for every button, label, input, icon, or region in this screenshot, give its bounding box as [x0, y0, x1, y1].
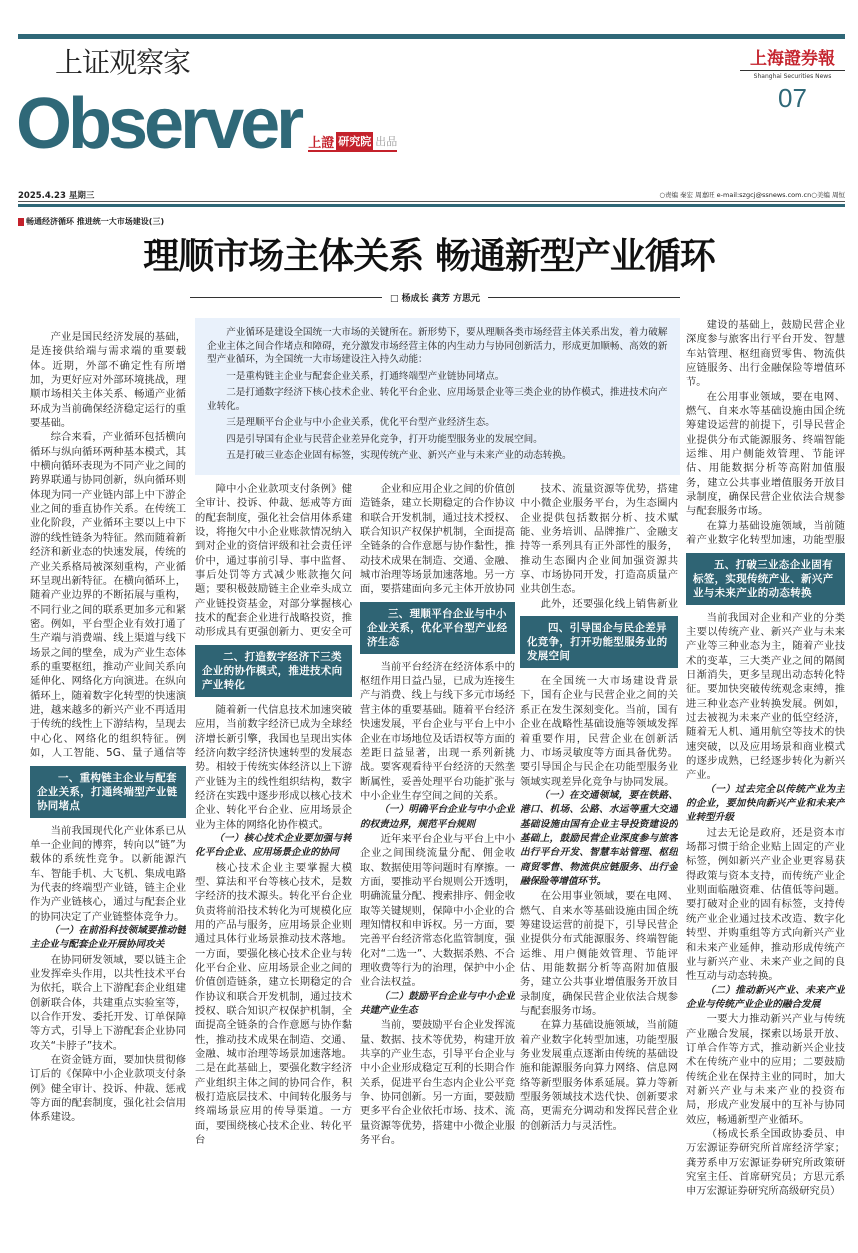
paragraph: （杨成长系全国政协委员、申万宏源证券研究所首席经济学家；龚芳系申万宏源证券研究所政策研究室主任、首席研究员；方思元系申万宏源证券研究所高级研究员） [686, 1127, 845, 1198]
headline: 理顺市场主体关系 畅通新型产业循环 [143, 235, 715, 277]
section-heading-1: 一、重构链主企业与配套企业关系，打通终端型产业链协同堵点 [30, 766, 186, 818]
summary-item: 二是打通数字经济下核心技术企业、转化平台企业、应用场景企业等三类企业的协作模式，推进技术向产业转化。 [207, 387, 668, 412]
producer-suffix: 出品 [375, 135, 398, 148]
paragraph: 一要大力推动新兴产业与传统产业融合发展，探索以场景开放、订单合作等方式，推动新兴企业技术在传统产业中的应用；二要鼓励传统企业在保持主业的同时，加大对新兴产业与未来产业的投资布局，形成产业发展中的互补与协同效应，畅通新型产业循环。 [686, 1013, 845, 1126]
paragraph: 当前我国对企业和产业的分类主要以传统产业、新兴产业与未来产业等三种业态为主，随着产业技术的变革，三大类产业之间的隔阂日渐消失，更多呈现出动态转化特征。要加快突破传统观念束缚，推进三种业态产业转换发展。例如，过去被视为未来产业的低空经济，随着无人机、通用航空等技术的快速突破，以及应用场景和商业模式的逐步成熟，已经逐步转化为新兴产业。 [686, 611, 845, 782]
column-1 [30, 330, 186, 1225]
paragraph: 当前平台经济在经济体系中的枢纽作用日益凸显，已成为连接生产与消费、线上与线下多元市场经营主体的重要基础。随着平台经济快速发展，平台企业与平台上中小企业在市场地位及话语权等方面的差距日益显著，出现一系列新挑战。要客观看待平台经济的天然垄断属性，妥善处理平台功能扩张与中小企业生存空间之间的关系。 [360, 660, 515, 802]
summary-item: 三是理顺平台企业与中小企业关系，优化平台型产业经济生态。 [226, 417, 495, 428]
paragraph: 产业是国民经济发展的基础，是连接供给端与需求端的重要载体。近期，外部不确定性有所增加，为更好应对外部环境挑战，理顺市场相关主体关系、畅通产业循环成为当前确保经济稳定运行的重要基础。 [30, 331, 186, 430]
text-block [520, 674, 678, 1225]
issue-date: 2025.4.23 星期三 [18, 191, 95, 201]
paragraph: 在算力基础设施领域，当前随着产业数字化转型加速，功能型服 [686, 519, 845, 547]
paragraph: 在公用事业领域，要在电网、燃气、自来水等基础设施由国企统筹建设运营的前提下，引导民营企业提供分布式能源服务、终端智能运维、用户侧能效管理、节能评估、用能数据分析等高附加值服务，建立公共事业增值服务开放目录制度，确保民营企业依法合规参与配套服务市场。 [686, 390, 845, 518]
byline [190, 291, 680, 304]
text-block [360, 482, 515, 597]
paragraph: 随着新一代信息技术加速突破应用，当前数字经济已成为全球经济增长新引擎，我国也呈现出实体经济向数字经济快速转型的发展态势。相较于传统实体经济以上下游产业链为主的线性组织结构，数字经济在实践中逐步形成以核心技术企业、转化平台企业、应用场景企业为主体的网络化协作模式。 [195, 703, 352, 831]
byline-authors: □ 杨成长 龚芳 方思元 [390, 294, 480, 304]
top-rule [18, 34, 845, 39]
summary-item: 四是引导国有企业与民营企业差异化竞争，打开功能型服务业的发展空间。 [226, 433, 543, 445]
producer-logo [308, 132, 397, 152]
summary-box [195, 318, 680, 475]
summary-intro: 产业循环是建设全国统一大市场的关键所在。新形势下，要从理顺各类市场经营主体关系出发，着力破解企业主体之间合作堵点和障碍，充分激发市场经营主体的内生动力与协同创新活力，形成更加顺畅、高效的新型产业循环，为全国统一大市场建设注入持久动能： [207, 327, 668, 365]
text-block [195, 703, 352, 1225]
subheading: （一）在交通领域，要在铁路、港口、机场、公路、水运等重大交通基础设施由国有企业主导投资建设的基础上，鼓励民营企业深度参与旅客出行平台开发、智慧车站管理、枢纽商贸零售、物流供应链服务、出行金融保险等增值环节。 [520, 789, 678, 887]
paragraph: 核心技术企业主要掌握大模型、算法和平台等核心技术，是数字经济的技术源头。转化平台企业负责将前沿技术转化为可规模化应用的产品与服务，应用场景企业则通过具体行业场景推动技术落地。一方面，要强化核心技术企业与转化平台企业、应用场景企业之间的价值创造链条，建立长期稳定的合作协议和联合开发机制，通过技术授权、联合知识产权保护机制，全面提高全链条的合作意愿与协作黏性，推动技术成果在制造、交通、金融、城市治理等场景加速落地。二是在此基础上，要强化数字经济产业组织主体之间的协同合作，积极打造底层技术、中间转化服务与终端场景应用的传导渠道。一方面，要围绕核心技术企业、转化平台 [195, 861, 352, 1147]
section-heading-5: 五、打破三业态企业固有标签，实现传统产业、新兴产业与未来产业的动态转换 [686, 553, 845, 605]
text-block [30, 330, 186, 761]
editor-credits: ○责编 秦宏 周嘉旺 e-mail:szgcj@ssnews.com.cn○美编 周恒 [659, 191, 845, 199]
paragraph: 当前，要鼓励平台企业发挥流量、数据、技术等优势，构建开放共享的产业生态，引导平台企业与中小企业形成稳定互利的长期合作关系，促进平台生态内企业公平竞争、协同创新。另一方面，要鼓励更多平台企业依托市场、技术、流量资源等优势，搭建中小微企业服务平台。 [360, 1019, 515, 1147]
observer-masthead [16, 86, 397, 162]
column-2 [195, 482, 352, 1225]
subheading: （二）推动新兴产业、未来产业企业与传统产业企业的融合发展 [686, 984, 845, 1010]
text-block [360, 660, 515, 1225]
section-heading-2: 二、打造数字经济下三类企业的协作模式，推进技术向产业转化 [195, 645, 352, 697]
paragraph: 障中小企业款项支付条例》健全审计、投诉、仲裁、惩戒等方面的配套制度，强化社会信用体系建设，将拖欠中小企业账款情况纳入到对企业的资信评级和社会责任评价中，通过事前引导、事中监督、事后处罚等方式减少账款拖欠问题；要积极鼓励链主企业牵头成立产业链投资基金，对部分掌握核心技术的配套企业进行战略投资，推动形成具有更强创新力、更安全可 [195, 483, 352, 639]
byline-rule [190, 297, 382, 298]
text-block [195, 482, 352, 640]
paragraph: 在算力基础设施领域，当前随着产业数字化转型加速，功能型服务业发展重点逐渐由传统的基础设施和能源服务向算力网络、信息网络等新型服务体系延展。算力等新型服务领域技术迭代快、创新要求高，更需充分调动和发挥民营企业的创新活力与灵活性。 [520, 1019, 678, 1132]
section-heading-4: 四、引导国企与民企差异化竞争，打开功能型服务业的发展空间 [520, 616, 678, 668]
paragraph: 综合来看，产业循环包括横向循环与纵向循环两种基本模式，其中横向循环表现为不同产业之间的跨界联通与协同创新，纵向循环则体现为同一产业链内部上中下游企业之间的垂直协作关系。在传统工业化阶段，产业循环主要以上中下游的线性链条为特征。然而随着新经济和新业态的快速发展，传统的产业关系格局被深刻重构，产业循环呈现出新特征。在横向循环上，随着产业边界的不断拓展与重构，不同行业之间的联系更加多元和紧密。例如，平台型企业有效打通了生产端与消费端、线上渠道与线下场景之间的壁垒，成为产业生态体系的重要枢纽，推动产业间关系向延伸化、网络化方向演进。在纵向循环上，随着数字化转型的快速演进，越来越多的新兴产业不再适用于传统的线性上下游结构，呈现去中心化、网络化的组织特征。例如，人工智能、5G、量子通信等 [30, 431, 186, 759]
observer-logo: Observer [16, 84, 301, 164]
summary-item: 一是重构链主企业与配套企业关系，打通终端型产业链协同堵点。 [226, 370, 505, 382]
paragraph: 技术、流量资源等优势，搭建中小微企业服务平台，为生态圈内企业提供包括数据分析、技术赋能、业务培训、品牌推广、金融支持等一系列具有正外部性的服务，推动生态圈内企业间加强资源共享、市场协同开发，打造高质量产业共创生态。 [520, 483, 678, 596]
paragraph: 当前我国现代化产业体系已从单一企业间的博弈，转向以“链”为载体的系统性竞争。以新能源汽车、智能手机、大飞机、集成电路为代表的终端型产业链，链主企业作为产业链核心，通过与配套企业的协同决定了产业链整体竞争力。 [30, 824, 186, 923]
text-block [686, 318, 845, 548]
summary-item: 五是打破三业态企业固有标签，实现传统产业、新兴产业与未来产业的动态转换。 [226, 450, 572, 461]
paragraph: 近年来平台企业与平台上中小企业之间围绕流量分配、佣金收取、数据使用等问题时有摩擦。一方面，要推动平台规则公开透明，明确流量分配、搜索排序、佣金收取等关键规则，保障中小企业的合理知情权和申诉权。另一方面，要完善平台经济常态化监管制度，强化对“二选一”、大数据杀熟、不合理收费等行为的治理，保护中小企业合法权益。 [360, 832, 515, 989]
newspaper-brand [740, 44, 845, 114]
page-number: 07 [778, 83, 807, 113]
subheading: （一）在前沿科技领域要推动链主企业与配套企业开展协同攻关 [30, 924, 186, 951]
red-square-icon [18, 218, 24, 226]
paragraph: 在全国统一大市场建设背景下，国有企业与民营企业之间的关系正在发生深刻变化。当前，国有企业在战略性基础设施等领域发挥着重要作用，民营企业在创新活力、市场灵敏度等方面具备优势。要引导国企与民企在功能型服务业领域实现差异化竞争与协同发展。 [520, 675, 678, 788]
paragraph: 企业和应用企业之间的价值创造链条，建立长期稳定的合作协议和联合开发机制，通过技术授权、联合知识产权保护机制，全面提高全链条的合作意愿与协作黏性，推动技术成果在制造、交通、金融、城市治理等场景加速落地。另一方面，要搭建面向多元主体开放协同 [360, 483, 515, 596]
series-tag-text: 畅通经济循环 推进统一大市场建设(三) [26, 217, 165, 226]
section-heading-3: 三、理顺平台企业与中小企业关系，优化平台型产业经济生态 [360, 602, 515, 654]
paragraph: 在资金链方面，要加快贯彻修订后的《保障中小企业款项支付条例》健全审计、投诉、仲裁、惩戒等方面的配套制度，强化社会信用体系建设。 [30, 1054, 186, 1124]
paper-english-name: Shanghai Securities News [753, 73, 832, 80]
column-3 [360, 482, 515, 1225]
subheading: （一）明确平台企业与中小企业的权责边界，规范平台规则 [360, 804, 515, 830]
paragraph: 在协同研发领域，要以链主企业发挥牵头作用，以共性技术平台为依托，联合上下游配套企业组建创新联合体，共建重点实验室等，以合作开发、委托开发、订单保障等方式，引导上下游配套企业协同攻关“卡脖子”技术。 [30, 953, 186, 1052]
paper-name: 上海證券報 [740, 44, 845, 71]
paragraph: 建设的基础上，鼓励民营企业深度参与旅客出行平台开发、智慧车站管理、枢纽商贸零售、物流供应链服务、出行金融保险等增值环节。 [686, 319, 845, 389]
column-5 [686, 318, 845, 1225]
series-tag [18, 216, 164, 227]
subheading: （一）核心技术企业要加强与转化平台企业、应用场景企业的协同 [195, 832, 352, 859]
text-block [686, 611, 845, 1225]
text-block [30, 824, 186, 1226]
divider [18, 201, 845, 202]
subheading: （二）鼓励平台企业与中小企业共建产业生态 [360, 990, 515, 1017]
column-4 [520, 482, 678, 1225]
byline-rule [488, 297, 680, 298]
subheading: （一）过去完全以传统产业为主的企业，要加快向新兴产业和未来产业转型升级 [686, 783, 845, 824]
paragraph: 此外，还要强化线上销售新业 [540, 597, 678, 610]
producer-prefix: 上證 [308, 135, 335, 151]
paragraph: 在公用事业领域，要在电网、燃气、自来水等基础设施由国企统筹建设运营的前提下，引导民营企业提供分布式能源服务、终端智能运维、用户侧能效管理、节能评估、用能数据分析等高附加值服务，建立公共事业增值服务开放目录制度，确保民营企业依法合规参与配套服务市场。 [520, 890, 678, 1018]
text-block [520, 482, 678, 611]
paragraph: 过去无论是政府，还是资本市场都习惯于给企业贴上固定的产业标签，例如新兴产业企业更容易获得政策与资本支持，而传统产业企业则面临融资难、估值低等问题。要打破对企业的固有标签，支持传统产业企业通过技术改造、数字化转型、并购重组等方式向新兴产业和未来产业延伸，推动形成传统产业与新兴产业、未来产业之间的良性互动与动态转换。 [686, 826, 845, 983]
column-name: 上证观察家 [55, 46, 191, 79]
divider-accent [18, 204, 845, 207]
producer-name: 研究院 [336, 132, 373, 150]
